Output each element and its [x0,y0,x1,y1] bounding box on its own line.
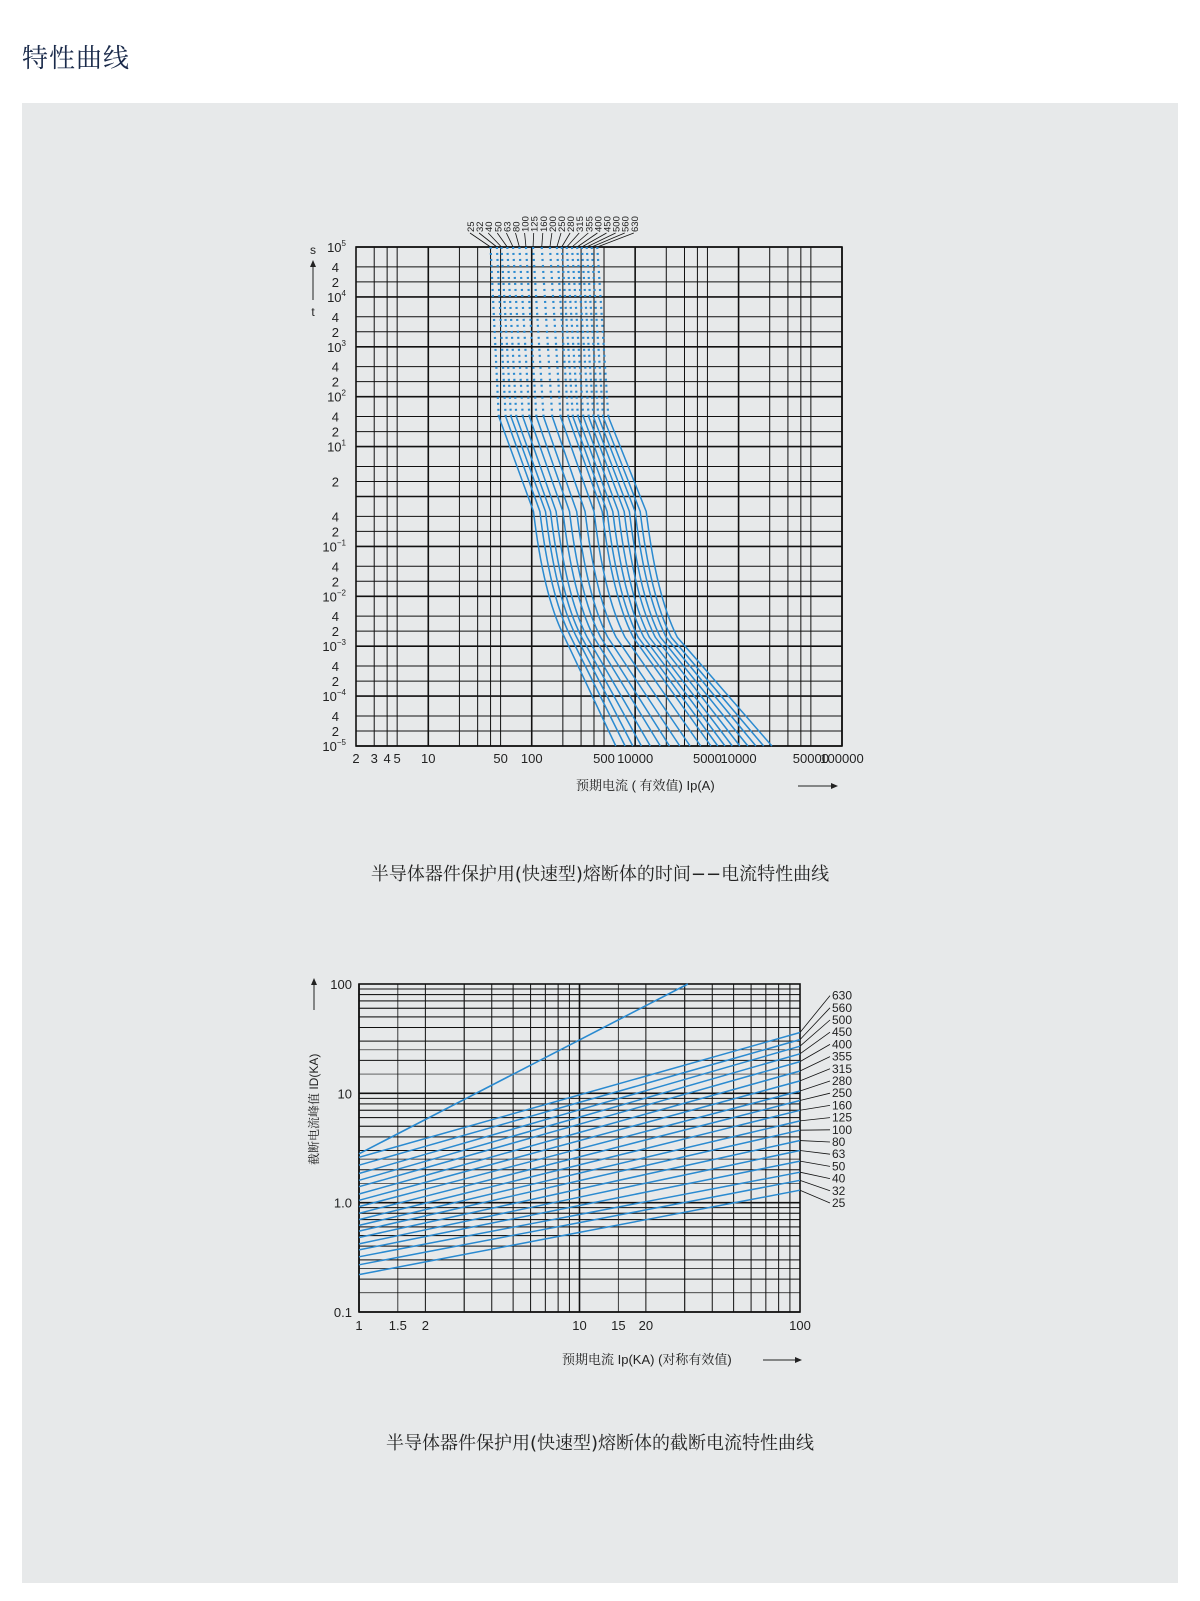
c1-y-tick-label: $10^{-2}$ [322,588,346,605]
c1-series-label-160: 160 [538,216,550,232]
c2-y-tick-label: 1.0 [333,1195,352,1211]
c2-series-leader [800,1081,830,1091]
c1-y-tick-label: 4 [331,509,339,525]
c2-x-tick-label: 100 [789,1318,811,1333]
c1-series-label-50: 50 [493,221,505,232]
c1-y-tick-label: 4 [331,309,339,325]
c2-caption: 半导体器件保护用(快速型)熔断体的截断电流特性曲线 [385,1433,815,1454]
c1-series-label-32: 32 [475,221,487,232]
c1-series-label-500: 500 [611,216,623,232]
c2-series-label-40: 40 [832,1171,846,1186]
c2-series-label-25: 25 [832,1196,846,1210]
c1-y-tick-label: 4 [331,659,339,675]
c2-series-label-315: 315 [832,1061,853,1076]
c1-x-tick-label: 10000 [617,751,654,766]
c2-series-leader [800,996,830,1033]
c1-series-label-560: 560 [620,216,632,232]
c1-y-tick-label: 4 [331,559,339,575]
c1-y-tick-label: 2 [331,674,339,690]
c1-y-tick-label: $10^3$ [327,338,346,355]
c1-y-tick-label: $10^{-4}$ [322,688,346,705]
c2-x-tick-label: 20 [638,1318,654,1333]
c1-x-tick-label: 5 [393,751,401,766]
c1-y-tick-label: 4 [331,708,339,724]
c2-series-label-50: 50 [832,1159,846,1174]
c1-y-tick-label: $10^2$ [327,388,346,405]
c2-grid [359,984,800,1312]
c1-y-axis-label: t [311,305,315,319]
c1-x-tick-label: 100000 [820,751,864,766]
c1-y-tick-label: 2 [331,723,339,739]
c1-x-tick-label: 5000 [692,751,722,766]
c2-x-tick-label: 15 [611,1318,626,1333]
c1-y-tick-label: 4 [331,259,339,275]
c2-series-label-80: 80 [832,1135,846,1149]
c2-series-leader [800,1151,830,1155]
c1-series-label-400: 400 [593,216,605,232]
c2-series-leader [800,1141,830,1142]
c2-x-tick-labels [355,1318,810,1333]
c2-x-axis-label: 预期电流 Ip(KA) (对称有效值) [562,1352,732,1367]
c2-y-arrowhead [311,978,317,985]
c1-y-tick-label: 2 [331,324,339,340]
page-title: 特性曲线 [22,44,131,74]
c1-series-label-25: 25 [466,221,477,232]
c2-y-tick-label: 0.1 [333,1305,352,1320]
c1-y-tick-label: 2 [331,424,339,440]
c1-x-tick-label: 50000 [792,751,829,766]
c2-y-tick-label: 100 [330,977,352,992]
c1-x-tick-label: 10 [421,751,436,766]
c1-x-tick-label: 4 [383,751,391,766]
c1-series-label-355: 355 [584,216,596,232]
c2-x-tick-label: 1 [355,1318,363,1333]
c1-series-label-125: 125 [529,216,541,232]
c2-series-leader [800,1032,830,1054]
c2-series-leader [800,1161,830,1166]
c1-x-tick-label: 50 [493,751,508,766]
c2-series-label-500: 500 [832,1013,853,1027]
c1-series-label-250: 250 [557,216,568,232]
c1-series-label-63: 63 [502,221,514,232]
c2-series-label-32: 32 [832,1183,846,1198]
c1-series-label-630: 630 [629,216,641,232]
c1-series-label-40: 40 [484,221,496,232]
c1-series-label-315: 315 [575,216,587,232]
c1-y-tick-label: $10^4$ [327,288,346,305]
c2-series-leader [800,1093,830,1100]
c2-series-label-250: 250 [832,1086,853,1101]
c2-series-labels [800,989,852,1210]
c1-y-tick-label: $10^1$ [327,438,346,455]
c2-x-tick-label: 10 [572,1318,587,1333]
c1-series-label-200: 200 [547,216,559,232]
c2-series-leader [800,1118,830,1121]
c1-y-tick-label: 4 [331,409,339,425]
c1-x-tick-label: 100 [520,751,543,766]
c2-series-label-160: 160 [832,1098,853,1113]
c1-y-tick-label: $10^5$ [327,239,346,255]
c2-series-label-450: 450 [832,1025,853,1040]
c2-x-tick-label: 2 [421,1318,429,1333]
c2-y-tick-labels [330,977,352,1320]
c1-y-tick-label: $10^{-1}$ [322,538,346,555]
c1-y-tick-label: 2 [331,474,339,490]
c1-x-tick-label: 2 [352,751,360,766]
c1-series-label-100: 100 [520,216,532,232]
c1-x-tick-label: 500 [593,751,615,766]
c1-y-tick-label: 4 [331,359,339,375]
c1-x-tick-label: 3 [370,751,378,766]
c1-y-tick-label: 2 [331,524,339,540]
c2-y-tick-label: 10 [337,1086,352,1102]
c1-y-tick-label: 2 [331,274,339,290]
c1-series-label-80: 80 [511,221,523,232]
c2-series-leader [800,1180,830,1190]
c2-series-label-125: 125 [832,1110,853,1125]
c1-y-tick-label: 2 [331,624,339,640]
c2-x-arrowhead [795,1357,802,1363]
c2-series-label-63: 63 [832,1147,846,1162]
c2-series-label-630: 630 [832,988,853,1003]
c1-y-tick-label: 2 [331,574,339,590]
c1-y-tick-label: $10^{-5}$ [322,738,346,754]
c2-series-leader [800,1069,830,1081]
c2-series-leader [800,1105,830,1110]
c2-series-label-100: 100 [832,1122,853,1137]
c2-series-label-560: 560 [832,1000,853,1015]
c1-y-tick-label: 2 [331,374,339,390]
c1-y-tick-label: 4 [331,609,339,625]
c1-y-tick-label: $10^{-3}$ [322,638,346,655]
c2-y-axis-label: 截断电流峰值 ID(KA) [307,1053,321,1165]
c2-series-label-355: 355 [832,1049,853,1064]
c1-y-unit: s [310,243,316,257]
c2-series-label-400: 400 [832,1037,853,1052]
c1-series-label-450: 450 [602,216,614,232]
c1-series-label-280: 280 [566,216,578,232]
c1-x-tick-label: 10000 [720,751,757,766]
c2-x-tick-label: 1.5 [388,1318,407,1333]
c2-limit-line [359,984,688,1154]
c2-series-label-280: 280 [832,1074,853,1088]
c1-x-axis-label: 预期电流 ( 有效值) Ip(A) [576,778,715,793]
c2-series-leader [800,1190,830,1203]
c1-caption: 半导体器件保护用(快速型)熔断体的时间−−电流特性曲线 [370,864,830,885]
c2-series-leader [800,1172,830,1178]
